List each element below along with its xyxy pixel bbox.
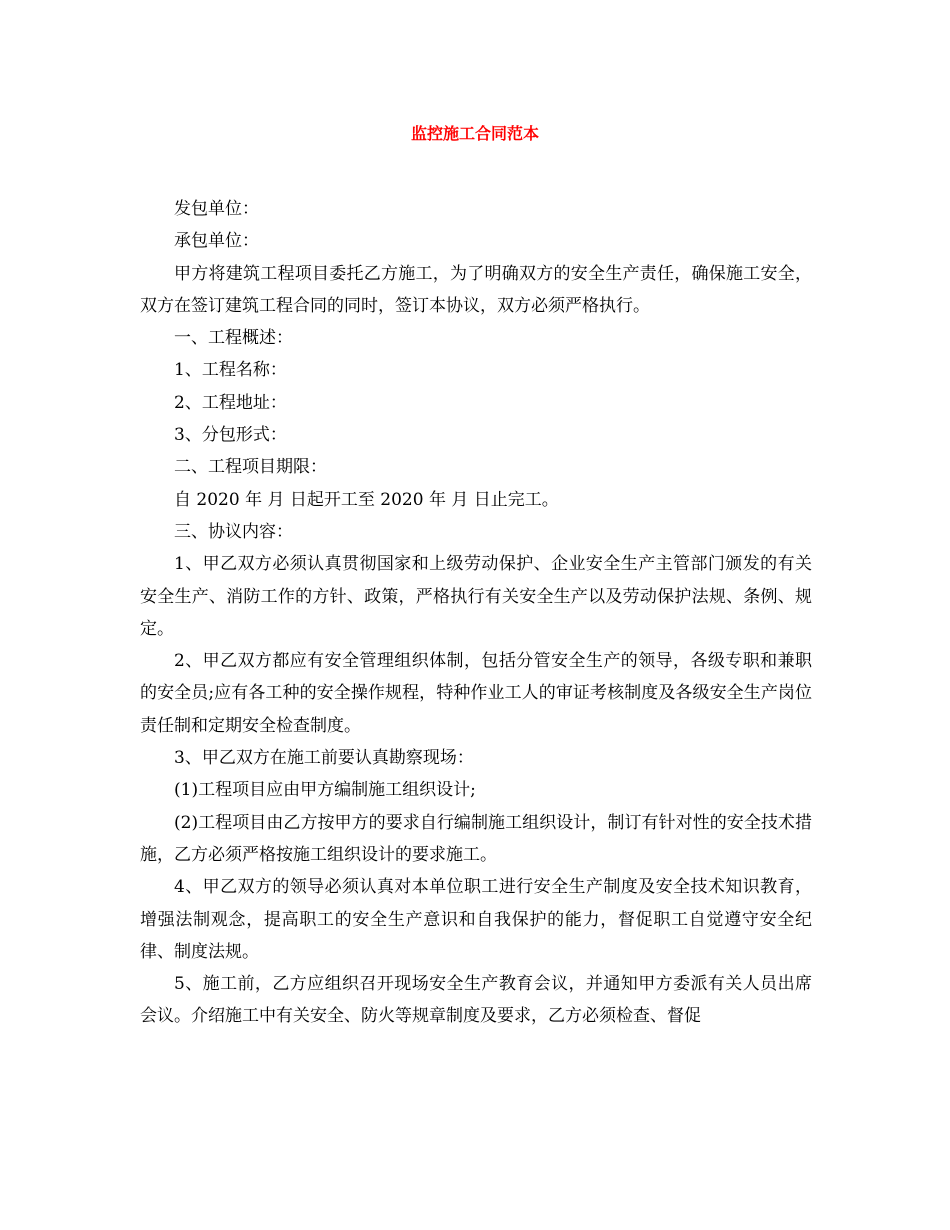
paragraph-contractor: 承包单位： — [174, 231, 259, 252]
paragraph-clause-1: 1、甲乙双方必须认真贯彻国家和上级劳动保护、企业安全生产主管部门颁发的有关安全生产、消防工作的方针、政策，严格执行有关安全生产以及劳动保护法规、条例、规定。 — [140, 554, 812, 639]
paragraph-intro: 甲方将建筑工程项目委托乙方施工，为了明确双方的安全生产责任，确保施工安全，双方在签订建筑工程合同的同时，签订本协议，双方必须严格执行。 — [140, 263, 812, 316]
paragraph-clause-3: 3、甲乙双方在施工前要认真勘察现场： — [174, 748, 474, 769]
document-title: 监控施工合同范本 — [410, 124, 539, 143]
paragraph-clause-3-2: (2)工程项目由乙方按甲方的要求自行编制施工组织设计，制订有针对性的安全技术措施，乙方必须严格按施工组织设计的要求施工。 — [140, 812, 812, 865]
section-heading-content: 三、协议内容： — [174, 521, 293, 542]
paragraph-clause-4: 4、甲乙双方的领导必须认真对本单位职工进行安全生产制度及安全技术知识教育，增强法制观念，提高职工的安全生产意识和自我保护的能力，督促职工自觉遵守安全纪律、制度法规。 — [140, 877, 812, 962]
section-heading-period: 二、工程项目期限： — [174, 457, 327, 478]
paragraph-project-name: 1、工程名称： — [174, 360, 287, 381]
paragraph-project-address: 2、工程地址： — [174, 392, 287, 413]
paragraph-employer: 发包单位： — [174, 199, 259, 219]
document-body — [140, 193, 812, 1033]
paragraph-clause-2: 2、甲乙双方都应有安全管理组织体制，包括分管安全生产的领导，各级专职和兼职的安全员;应有各工种的安全操作规程，特种作业工人的审证考核制度及各级安全生产岗位责任制和定期安全检查制度。 — [140, 651, 812, 736]
paragraph-clause-3-1: (1)工程项目应由甲方编制施工组织设计; — [174, 780, 476, 801]
section-heading-overview: 一、工程概述： — [174, 328, 293, 349]
paragraph-period: 自 2020 年 月 日起开工至 2020 年 月 日止完工。 — [174, 489, 559, 510]
paragraph-clause-5: 5、施工前，乙方应组织召开现场安全生产教育会议，并通知甲方委派有关人员出席会议。介绍施工中有关安全、防火等规章制度及要求，乙方必须检查、督促 — [140, 974, 812, 1027]
paragraph-subcontract-form: 3、分包形式： — [174, 425, 287, 446]
